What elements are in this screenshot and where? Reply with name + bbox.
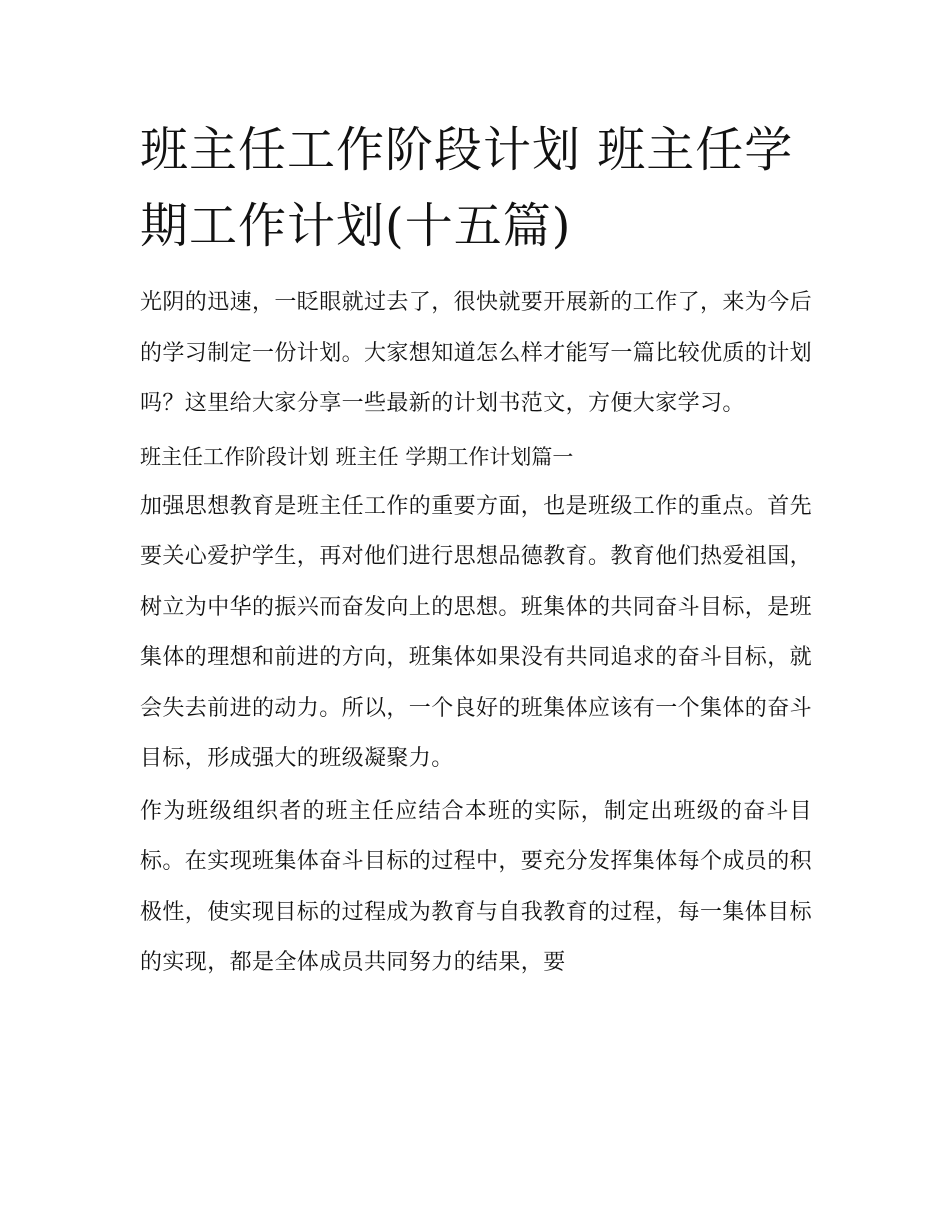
body-paragraph-2: 作为班级组织者的班主任应结合本班的实际，制定出班级的奋斗目标。在实现班集体奋斗目标的过程中，要充分发挥集体每个成员的积极性，使实现目标的过程成为教育与自我教育的过程，每一集体目标的实现，都是全体成员共同努力的结果，要 [140, 798, 813, 975]
body-paragraph-1: 加强思想教育是班主任工作的重要方面，也是班级工作的重点。首先要关心爱护学生，再对他们进行思想品德教育。教育他们热爱祖国，树立为中华的振兴而奋发向上的思想。班集体的共同奋斗目标，是班集体的理想和前进的方向，班集体如果没有共同追求的奋斗目标，就会失去前进的动力。所以，一个良好的班集体应该有一个集体的奋斗目标，形成强大的班级凝聚力。 [140, 493, 813, 771]
document-body [140, 278, 812, 991]
document-title: 班主任工作阶段计划 班主任学期工作计划(十五篇) [140, 122, 794, 254]
section-heading: 班主任工作阶段计划 班主任 学期工作计划篇一 [140, 444, 574, 469]
intro-paragraph: 光阴的迅速，一眨眼就过去了，很快就要开展新的工作了，来为今后的学习制定一份计划。大家想知道怎么样才能写一篇比较优质的计划吗？这里给大家分享一些最新的计划书范文，方便大家学习。 [140, 290, 813, 416]
